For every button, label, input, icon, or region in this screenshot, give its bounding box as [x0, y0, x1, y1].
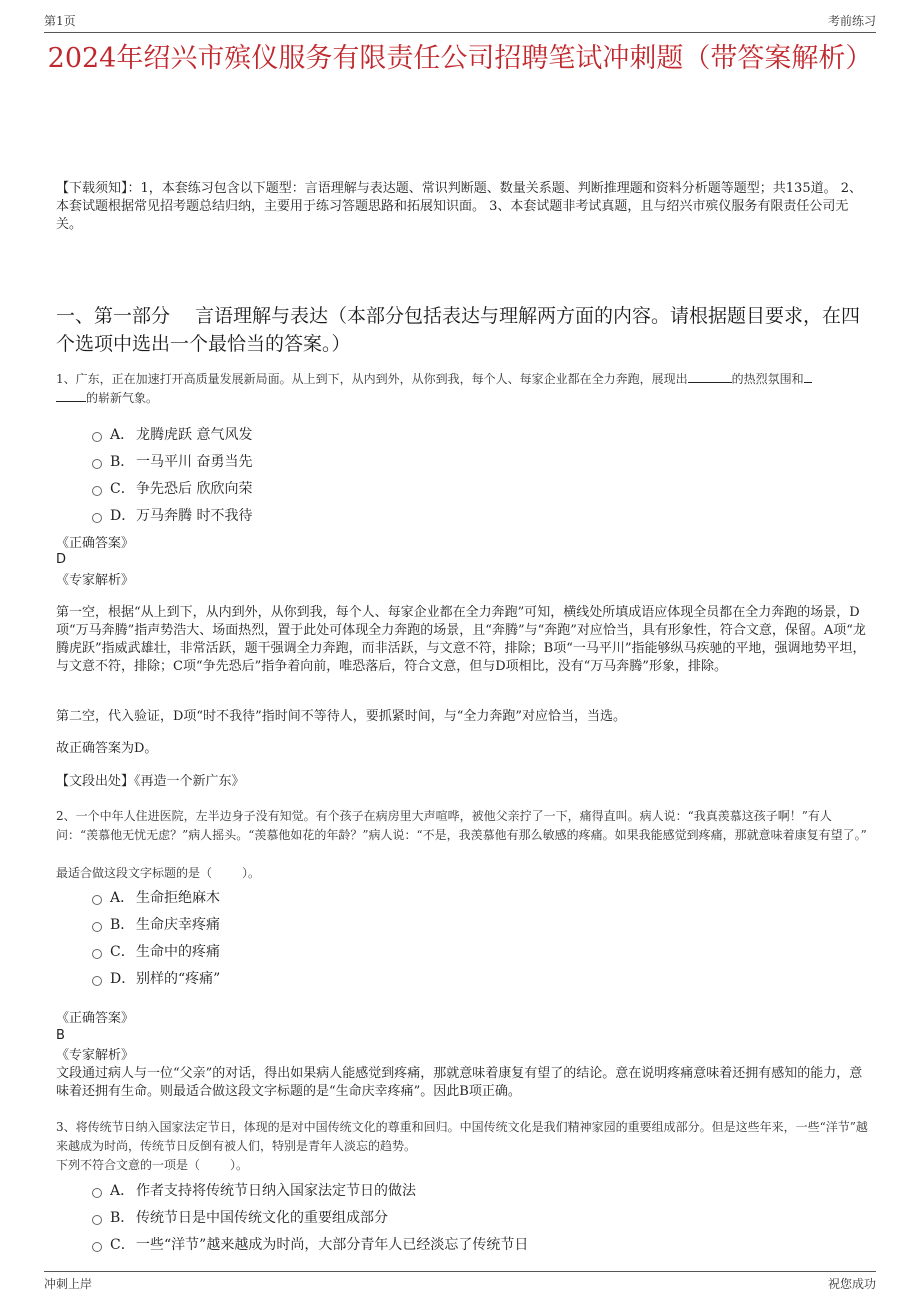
radio-circle-icon[interactable] [92, 432, 102, 442]
radio-circle-icon[interactable] [92, 459, 102, 469]
option-a[interactable]: A． 龙腾虎跃 意气风发 [92, 420, 252, 447]
radio-circle-icon[interactable] [92, 949, 102, 959]
answer-blank [688, 370, 732, 383]
radio-circle-icon[interactable] [92, 976, 102, 986]
question-1-stem: 1、广东，正在加速打开高质量发展新局面。从上到下，从内到外，从你到我，每个人、每家企业都在全力奔跑，展现出 的热烈氛围和 的崭新气象。 [56, 370, 868, 408]
answer-value: D [56, 552, 67, 567]
answer-label: 《正确答案》 [56, 536, 135, 551]
analysis-label: 《专家解析》 [56, 1048, 135, 1063]
question-3-stem: 3、将传统节日纳入国家法定节日，体现的是对中国传统文化的尊重和回归。中国传统文化是我们精神家园的重要组成部分。但是这些年来，一些“洋节”越来越成为时尚，传统节日反倒有被人们，特别是青年人淡忘的趋势。 [56, 1120, 868, 1153]
radio-circle-icon[interactable] [92, 1188, 102, 1198]
answer-value: B [56, 1028, 65, 1043]
option-a[interactable]: A． 生命拒绝麻木 [92, 883, 220, 910]
option-d[interactable]: D． 万马奔腾 时不我待 [92, 501, 252, 528]
option-c[interactable]: C． 生命中的疼痛 [92, 937, 220, 964]
analysis-text: 第二空，代入验证，D项“时不我待”指时间不等待人，要抓紧时间，与“全力奔跑”对应恰当，当选。 [56, 709, 627, 724]
paren-gap [212, 865, 242, 877]
question-2-stem: 2、一个中年人住进医院，左半边身子没有知觉。有个孩子在病房里大声喧哗，被他父亲拧了一下，痛得直叫。病人说：“我真羡慕这孩子啊！”有人问：“羡慕他无忧无虑？”病人摇头。“羡慕他如花的年龄？”病人说：“不是，我羡慕他有那么敏感的疼痛。如果我能感觉到疼痛，那就意味着康复有望了。” [56, 809, 867, 842]
answer-blank [56, 389, 86, 402]
option-d[interactable]: D． 别样的“疼痛” [92, 964, 220, 991]
analysis-conclusion: 故正确答案为D。 [56, 741, 158, 756]
header-tag: 考前练习 [827, 14, 876, 28]
radio-circle-icon[interactable] [92, 1215, 102, 1225]
radio-circle-icon[interactable] [92, 486, 102, 496]
option-b[interactable]: B． 传统节日是中国传统文化的重要组成部分 [92, 1203, 528, 1230]
question-3-prompt: 下列不符合文意的一项是（ ）。 [56, 1158, 249, 1172]
radio-circle-icon[interactable] [92, 895, 102, 905]
analysis-label: 《专家解析》 [56, 573, 135, 588]
analysis-text: 文段通过病人与一位“父亲”的对话，得出如果病人能感觉到疼痛，那就意味着康复有望了的结论。意在说明疼痛意味着还拥有感知的能力，意味着还拥有生命。则最适合做这段文字标题的是“生命庆幸疼痛”。因此B项正确。 [56, 1066, 863, 1099]
option-c[interactable]: C． 一些“洋节”越来越成为时尚，大部分青年人已经淡忘了传统节日 [92, 1230, 528, 1257]
footer-right: 祝您成功 [827, 1277, 876, 1291]
page-footer [44, 1271, 876, 1292]
question-3-options [92, 1176, 528, 1257]
radio-circle-icon[interactable] [92, 513, 102, 523]
radio-circle-icon[interactable] [92, 922, 102, 932]
option-a[interactable]: A． 作者支持将传统节日纳入国家法定节日的做法 [92, 1176, 528, 1203]
answer-blank [804, 370, 812, 383]
document-title: 2024年绍兴市殡仪服务有限责任公司招聘笔试冲刺题（带答案解析） [47, 43, 873, 74]
footer-left: 冲刺上岸 [44, 1277, 93, 1291]
paren-gap [200, 1157, 230, 1169]
page-header [44, 12, 876, 33]
section-heading: 一、第一部分 言语理解与表达（本部分包括表达与理解两方面的内容。请根据题目要求，在四个选项中选出一个最恰当的答案。） [56, 305, 861, 355]
question-1-options [92, 420, 252, 528]
option-c[interactable]: C． 争先恐后 欣欣向荣 [92, 474, 252, 501]
page-number: 第1页 [44, 14, 76, 28]
answer-label: 《正确答案》 [56, 1011, 135, 1026]
analysis-text: 第一空，根据“从上到下，从内到外，从你到我，每个人、每家企业都在全力奔跑”可知，横线处所填成语应体现全员都在全力奔跑的场景，D项“万马奔腾”指声势浩大、场面热烈，置于此处可体现全力奔跑的场景，且“奔腾”与“奔跑”对应恰当，具有形象性，符合文意，保留。A项“龙腾虎跃”指威武雄壮，非常活跃，题干强调全力奔跑，而非活跃，与文意不符，排除；B项“一马平川”指能够纵马疾驰的平地，强调地势平坦，与文意不符，排除；C项“争先恐后”指争着向前，唯恐落后，符合文意，但与D项相比，没有“万马奔腾”形象，排除。 [56, 605, 866, 674]
download-notice: 【下载须知】：1，本套练习包含以下题型：言语理解与表达题、常识判断题、数量关系题、判断推理题和资料分析题等题型；共135道。 2、本套试题根据常见招考题总结归纳，主要用于练习答题思路和拓展知识面。 3、本套试题非考试真题，且与绍兴市殡仪服务有限责任公司无关。 [56, 181, 862, 232]
radio-circle-icon[interactable] [92, 1242, 102, 1252]
option-b[interactable]: B． 一马平川 奋勇当先 [92, 447, 252, 474]
source-citation: 【文段出处】《再造一个新广东》 [56, 774, 245, 789]
question-2-prompt: 最适合做这段文字标题的是（ ）。 [56, 866, 261, 880]
question-2-options [92, 883, 220, 991]
option-b[interactable]: B． 生命庆幸疼痛 [92, 910, 220, 937]
